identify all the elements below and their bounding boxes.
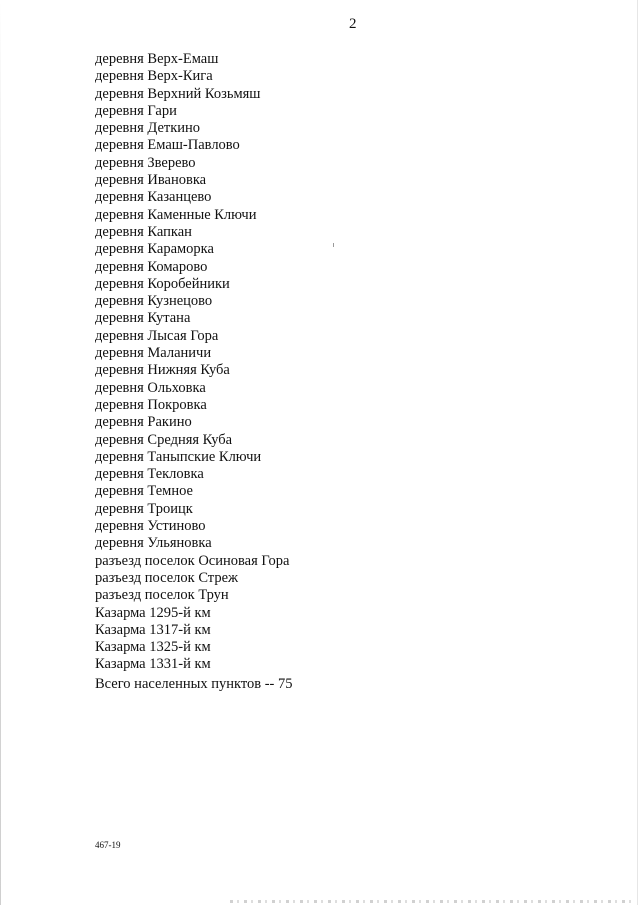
settlement-list (95, 51, 289, 674)
settlement-item: деревня Ивановка (95, 172, 207, 189)
page-number: 2 (349, 16, 357, 32)
document-code: 467-19 (95, 840, 121, 850)
settlement-item: деревня Верх-Емаш (95, 51, 219, 67)
settlement-item: Казарма 1325-й км (95, 639, 211, 656)
settlement-item: деревня Деткино (95, 120, 201, 137)
settlement-item: деревня Зверево (95, 154, 196, 171)
settlement-item: деревня Ракино (95, 414, 192, 431)
settlement-item: деревня Средняя Куба (95, 431, 233, 448)
settlement-item: деревня Ульяновка (95, 535, 212, 552)
settlement-item: Казарма 1317-й км (95, 621, 211, 638)
scan-left-edge (0, 0, 1, 905)
settlement-item: деревня Караморка (95, 241, 214, 258)
settlement-item: деревня Верх-Кига (95, 68, 213, 85)
settlement-total: Всего населенных пунктов -- 75 (95, 676, 293, 692)
settlement-item: деревня Комарово (95, 258, 208, 275)
settlement-item: разъезд поселок Осиновая Гора (95, 552, 290, 569)
settlement-item: деревня Темное (95, 483, 193, 500)
settlement-item: деревня Капкан (95, 223, 192, 240)
settlement-item: деревня Верхний Козьмяш (95, 85, 261, 102)
settlement-item: деревня Коробейники (95, 275, 230, 292)
settlement-item: деревня Ольховка (95, 379, 206, 396)
settlement-item: деревня Кузнецово (95, 293, 213, 310)
settlement-item: деревня Устиново (95, 518, 206, 535)
settlement-item: разъезд поселок Трун (95, 587, 229, 604)
settlement-item: деревня Каменные Ключи (95, 206, 257, 223)
settlement-item: деревня Казанцево (95, 189, 212, 206)
scan-speck (333, 243, 334, 247)
settlement-item: Казарма 1331-й км (95, 656, 211, 673)
settlement-item: деревня Маланичи (95, 345, 212, 362)
settlement-item: деревня Емаш-Павлово (95, 137, 240, 154)
settlement-item: деревня Кутана (95, 310, 191, 327)
settlement-item: деревня Гари (95, 102, 177, 119)
settlement-item: деревня Троицк (95, 500, 193, 517)
scan-bottom-noise (230, 900, 635, 903)
settlement-item: Казарма 1295-й км (95, 604, 211, 621)
scan-right-edge (637, 0, 638, 905)
settlement-item: деревня Нижняя Куба (95, 362, 230, 379)
settlement-item: деревня Лысая Гора (95, 327, 219, 344)
settlement-item: разъезд поселок Стреж (95, 569, 239, 586)
settlement-item: деревня Покровка (95, 396, 207, 413)
settlement-item: деревня Таныпские Ключи (95, 448, 262, 465)
settlement-item: деревня Текловка (95, 466, 204, 483)
